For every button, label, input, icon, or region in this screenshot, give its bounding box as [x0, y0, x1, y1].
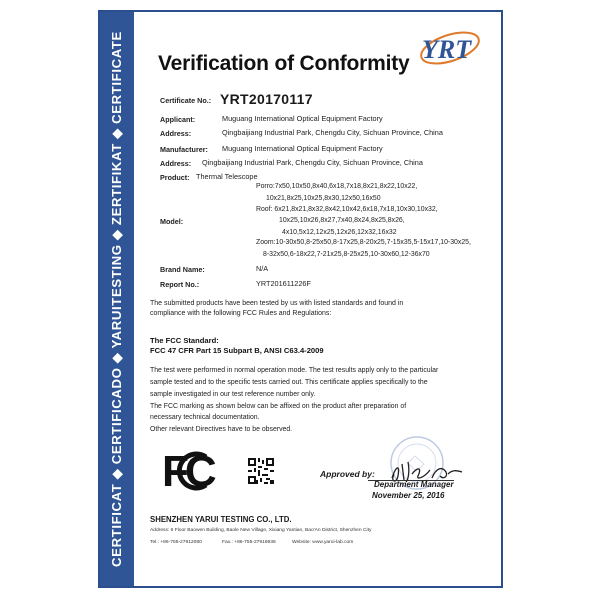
model-line: 10x21,8x25,10x25,8x30,12x50,16x50 — [266, 195, 381, 202]
paragraph-line: necessary technical documentation. — [150, 414, 260, 421]
applicant-label: Applicant: — [160, 115, 196, 124]
signer-title: Department Manager — [374, 480, 454, 489]
model-line: Porro:7x50,10x50,8x40,6x18,7x18,8x21,8x22,10x22, — [256, 183, 418, 190]
report-no-label: Report No.: — [160, 280, 200, 289]
address-label-1: Address: — [160, 129, 192, 138]
paragraph-line: sample investigated in our test reference number only. — [150, 391, 316, 398]
footer-website: Website: www.yarui-lab.com — [292, 540, 354, 545]
paragraph-line: Other relevant Directives have to be observed. — [150, 426, 293, 433]
model-line: Zoom:10-30x50,8-25x50,8-17x25,8-20x25,7-15x35,5-15x17,10-30x25, — [256, 239, 471, 246]
address-label-2: Address: — [160, 159, 192, 168]
fcc-standard-title: The FCC Standard: — [150, 336, 219, 345]
approved-by-label: Approved by: — [320, 469, 375, 479]
applicant-value: Muguang International Optical Equipment Factory — [222, 114, 383, 123]
address-value-2: Qingbaijiang Industrial Park, Chengdu City, Sichuan Province, China — [202, 158, 423, 167]
manufacturer-label: Manufacturer: — [160, 145, 208, 154]
paragraph-line: The test were performed in normal operation mode. The test results apply only to the particular — [150, 367, 439, 374]
paragraph-line: The FCC marking as shown below can be affixed on the product after preparation of — [150, 403, 407, 410]
model-line: 10x25,10x26,8x27,7x40,8x24,8x25,8x26, — [279, 217, 405, 224]
side-band-text: CERTIFICAT ◆ CERTIFICADO ◆ YARUITESTING ◆ ZERTIFIKAT ◆ CERTIFICATE — [109, 31, 124, 567]
footer-address: Address: 6 Floor Baowen Building, Baole New Village, Xixiang Yantian, Bao'An District, Shenzhen City — [150, 528, 372, 533]
brand-name-label: Brand Name: — [160, 265, 205, 274]
paragraph-line: sample tested and to the specific tests carried out. This certificate applies specifically to the — [150, 379, 428, 386]
model-label: Model: — [160, 217, 184, 226]
submitted-text: The submitted products have been tested by us with listed standards and found in compliance with the following FCC Rules and Regulations: — [150, 300, 404, 317]
certificate-no-value: YRT20170117 — [220, 91, 313, 107]
footer-fax: Fax.: +86-755-27916936 — [222, 540, 276, 545]
brand-name-value: N/A — [256, 264, 269, 273]
model-line: 4x10,5x12,12x25,12x26,12x32,16x32 — [282, 229, 397, 236]
manufacturer-value: Muguang International Optical Equipment Factory — [222, 144, 383, 153]
address-value-1: Qingbaijiang Industrial Park, Chengdu City, Sichuan Province, China — [222, 128, 443, 137]
yrt-logo — [412, 28, 484, 74]
product-label: Product: — [160, 173, 190, 182]
logo-text: YRT — [422, 35, 472, 64]
certificate-no-label: Certificate No.: — [160, 96, 212, 105]
footer-tel: Tel.: +86-755-27912080 — [150, 540, 202, 545]
qr-code — [248, 458, 274, 484]
model-line: Roof: 6x21,8x21,8x32,8x42,10x42,6x18,7x18,10x30,10x32, — [256, 206, 438, 213]
product-value: Thermal Telescope — [196, 172, 258, 181]
document-title: Verification of Conformity — [158, 52, 410, 75]
fcc-standard-value: FCC 47 CFR Part 15 Subpart B, ANSI C63.4-2009 — [150, 346, 324, 355]
fcc-logo-text: FC — [162, 448, 213, 494]
model-line: 8-32x50,6-18x22,7-21x25,8-25x25,10-30x60,12-36x70 — [263, 251, 430, 258]
report-no-value: YRT201611226F — [256, 279, 311, 288]
footer-company-name: SHENZHEN YARUI TESTING CO., LTD. — [150, 515, 292, 524]
fcc-logo — [162, 448, 226, 494]
approval-date: November 25, 2016 — [372, 491, 445, 500]
